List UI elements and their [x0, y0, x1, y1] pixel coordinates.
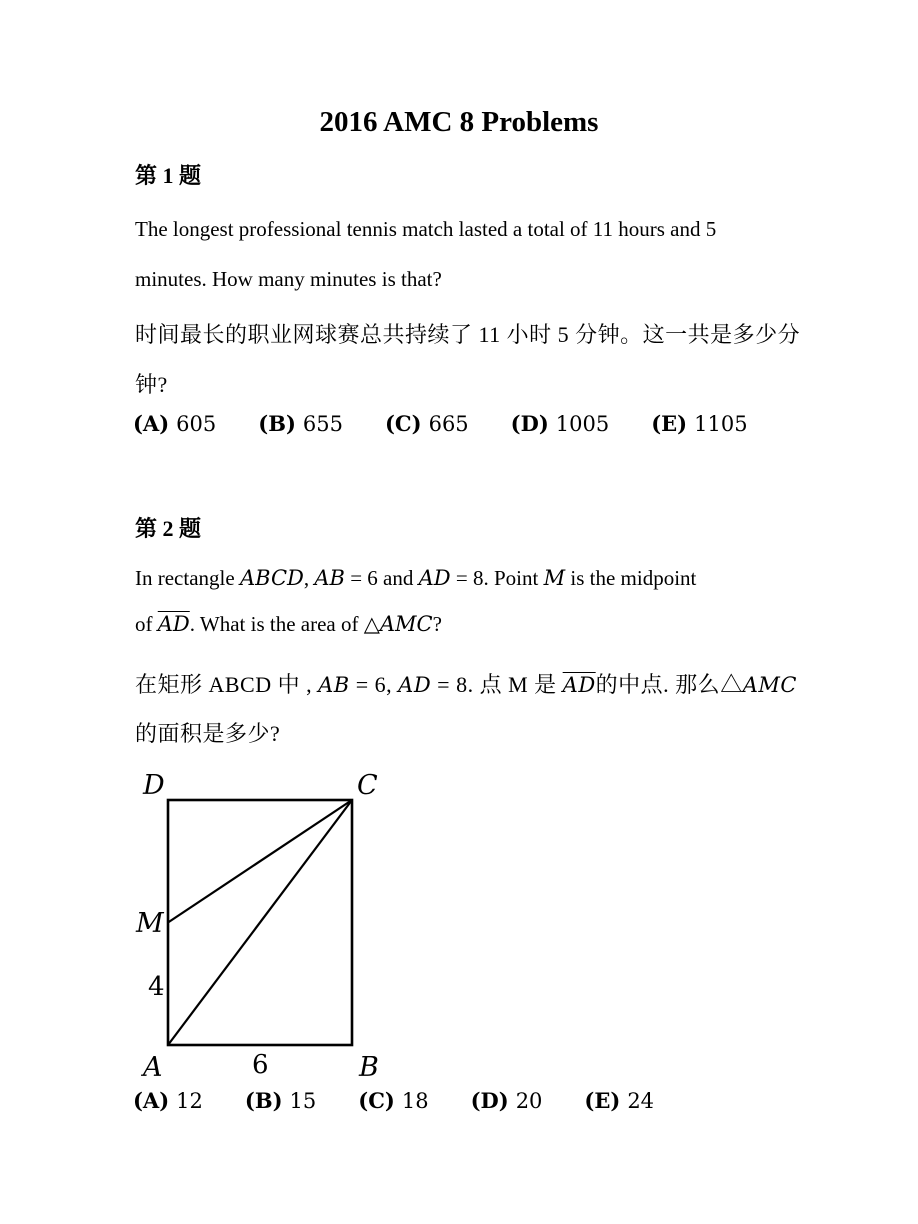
- segment-mc: [168, 800, 352, 923]
- problem2-chinese-line2: 的面积是多少?: [135, 721, 281, 746]
- problem1-chinese-line1: 时间最长的职业网球赛总共持续了 11 小时 5 分钟。这一共是多少分: [135, 322, 801, 347]
- problem1-chinese-line2: 钟?: [135, 372, 168, 397]
- vertex-label-c: C: [357, 770, 378, 801]
- problem2-chinese-line1: 在矩形 ABCD 中 , AB = 6, AD = 8. 点 M 是 $\overline{AD}$的中点. 那么△AMC: [135, 672, 797, 697]
- problem1-options: [133, 411, 748, 436]
- problem2-english-line2: of $\overline{AD}$. What is the area of △AMC?: [135, 612, 442, 636]
- vertex-label-d: D: [143, 770, 165, 801]
- option-d: (D) 1005: [510, 411, 610, 436]
- option-e: (E) 24: [584, 1088, 655, 1113]
- option-d: (D) 20: [470, 1088, 543, 1113]
- vertex-label-a: A: [143, 1052, 163, 1083]
- problem1-english-line1: The longest professional tennis match lasted a total of 11 hours and 5: [135, 217, 717, 241]
- problem2-options: [133, 1088, 654, 1113]
- page-title: 2016 AMC 8 Problems: [319, 106, 599, 138]
- option-c: (C) 665: [384, 411, 469, 436]
- midpoint-label-m: M: [136, 908, 164, 939]
- dimension-label-4: 4: [148, 972, 165, 1002]
- segment-ac: [168, 800, 352, 1045]
- problem1-header: 第 1 题: [135, 163, 202, 188]
- option-b: (B) 15: [244, 1088, 317, 1113]
- vertex-label-b: B: [359, 1052, 379, 1083]
- option-e: (E) 1105: [651, 411, 748, 436]
- option-a: (A) 12: [133, 1088, 203, 1113]
- problem1-english-line2: minutes. How many minutes is that?: [135, 267, 442, 291]
- rectangle-diagram: [120, 762, 410, 1087]
- dimension-label-6: 6: [252, 1050, 269, 1080]
- problem2-english-line1: In rectangle ABCD, AB = 6 and AD = 8. Point M is the midpoint: [135, 566, 697, 590]
- problem2-header: 第 2 题: [135, 516, 202, 541]
- option-b: (B) 655: [258, 411, 343, 436]
- option-c: (C) 18: [358, 1088, 429, 1113]
- option-a: (A) 605: [133, 411, 217, 436]
